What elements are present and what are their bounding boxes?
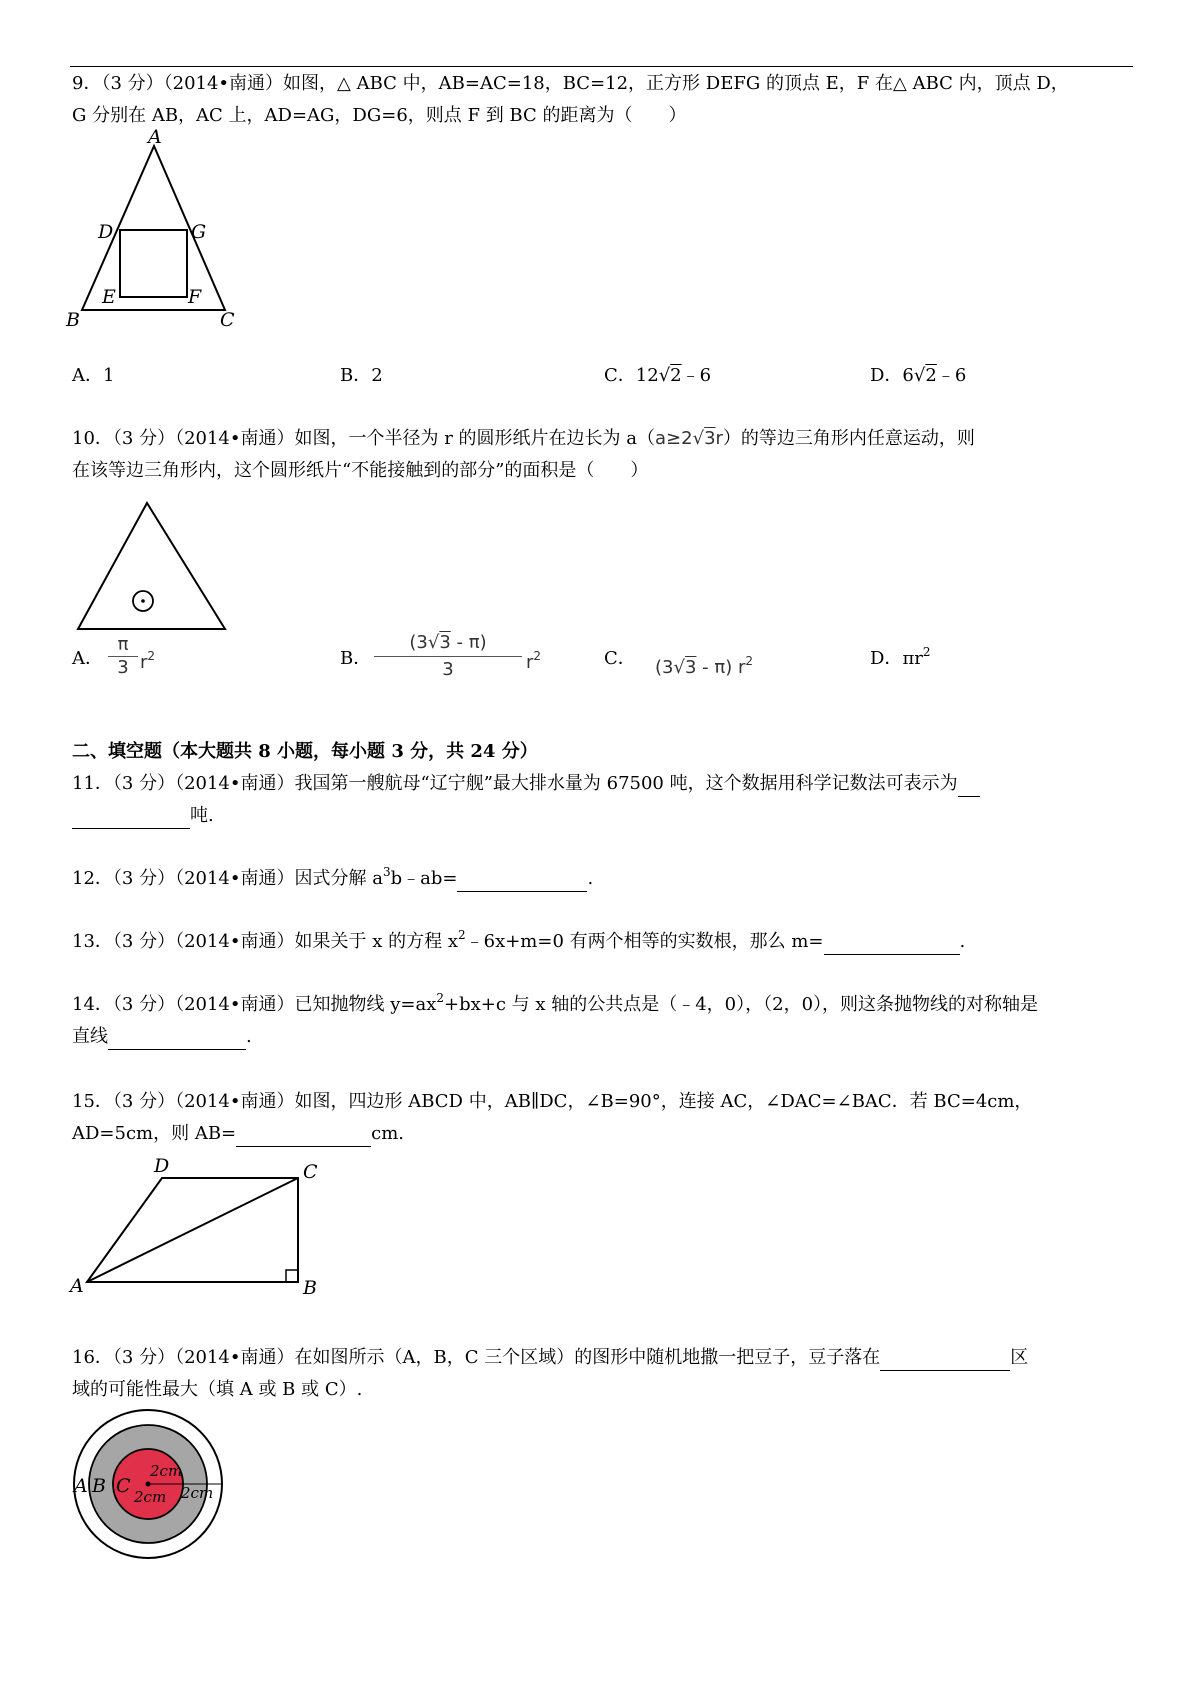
q15-label-a: A xyxy=(70,1275,84,1297)
q9-option-d-sqrt-sign: √ xyxy=(913,365,926,386)
q13-exp: 2 xyxy=(457,928,466,942)
q9-label-e: E xyxy=(102,286,116,308)
q10-option-b-label: B． xyxy=(340,648,372,669)
q10-option-b-exp: 2 xyxy=(533,649,542,663)
q10-text-post: ）的等边三角形内任意运动，则 xyxy=(722,428,975,449)
q9-label-c: C xyxy=(220,309,235,331)
q10-cond-r: r xyxy=(715,428,723,449)
q10-option-d-label: D． xyxy=(870,648,903,669)
q9-option-c-suffix: ﹣6 xyxy=(681,365,712,386)
q11-text-line1 xyxy=(72,772,980,797)
q11-text1: 11．（3 分）（2014•南通）我国第一艘航母“辽宁舰”最大排水量为 67500 吨，这个数据用科学记数法可表示为 xyxy=(72,773,958,794)
q10-option-a-numerator: π xyxy=(117,634,129,655)
q10-option-b-fraction xyxy=(374,630,522,683)
q9-label-f: F xyxy=(188,286,202,308)
q10-text-line2: 在该等边三角形内，这个圆形纸片“不能接触到的部分”的面积是（ ） xyxy=(72,460,649,481)
q16-label-c: C xyxy=(116,1475,131,1497)
q10-option-a-r: r xyxy=(140,652,148,673)
q15-diagonal-ac xyxy=(87,1178,298,1282)
section-2-heading: 二、填空题（本大题共 8 小题，每小题 3 分，共 24 分） xyxy=(72,741,538,762)
q15-quadrilateral-figure xyxy=(62,1152,332,1302)
q14-text-line2 xyxy=(72,1025,252,1050)
q13-answer-blank[interactable] xyxy=(824,930,960,955)
q10-option-d-exp: 2 xyxy=(922,645,931,659)
q10-cond-a: a xyxy=(655,428,667,449)
q9-option-d-suffix: ﹣6 xyxy=(936,365,967,386)
q9-option-c-sqrt-sign: √ xyxy=(658,365,671,386)
q14-post: +bx+c 与 x 轴的公共点是（﹣4，0），（2，0），则这条抛物线的对称轴是 xyxy=(444,994,1039,1015)
q9-label-a: A xyxy=(148,126,162,148)
q10-cond-radicand: 3 xyxy=(704,428,716,449)
q10-option-b-num-post: - π) xyxy=(450,632,487,653)
q10-option-a-fraction xyxy=(108,634,138,679)
q16-dim-label-2: 2cm xyxy=(134,1488,167,1506)
q12-exp: 3 xyxy=(382,865,391,879)
q15-text2-pre: AD=5cm，则 AB= xyxy=(72,1123,237,1144)
q15-answer-blank[interactable] xyxy=(236,1122,371,1147)
q9-option-b: B．2 xyxy=(340,365,383,386)
q10-option-c-pre: (3 xyxy=(655,657,674,678)
q11-blank-start xyxy=(958,772,980,797)
q16-dim-label-3: 2cm xyxy=(181,1484,214,1502)
q10-option-d-value: πr xyxy=(902,648,923,669)
q9-option-a: A．1 xyxy=(72,365,115,386)
q14-line2-prefix: 直线 xyxy=(72,1026,108,1047)
q10-option-b-num-rad: 3 xyxy=(439,632,451,653)
q13-end: . xyxy=(959,931,966,952)
q15-label-b: B xyxy=(303,1277,317,1299)
q9-option-d xyxy=(870,364,966,388)
q10-equilateral-figure xyxy=(70,497,230,635)
q14-end: . xyxy=(246,1026,252,1047)
q16-text-line1 xyxy=(72,1346,1028,1371)
q10-equilateral-triangle xyxy=(78,503,225,629)
q12-text xyxy=(72,867,593,892)
q9-option-d-radicand: 2 xyxy=(925,365,937,386)
q14-answer-blank[interactable] xyxy=(108,1025,246,1050)
q10-option-b-num-pre: (3 xyxy=(409,632,428,653)
q10-option-c-expr: (3√3 - π) $r^2$ xyxy=(655,654,753,678)
q9-label-g: G xyxy=(191,221,207,243)
q16-text-line2: 域的可能性最大（填 A 或 B 或 C）. xyxy=(72,1379,363,1400)
q9-option-c-radicand: 2 xyxy=(670,365,682,386)
q10-option-b-r: r xyxy=(526,652,534,673)
q10-option-d xyxy=(870,647,931,671)
q15-right-angle-mark xyxy=(286,1270,298,1282)
q10-option-a-tail xyxy=(140,649,156,674)
q10-option-b-denominator: 3 xyxy=(442,659,454,680)
q10-option-a-label: A． xyxy=(72,648,103,669)
q10-option-a-exp: 2 xyxy=(147,649,156,663)
q16-target-figure xyxy=(68,1405,298,1565)
q16-answer-blank[interactable] xyxy=(880,1346,1010,1371)
q11-text-line2 xyxy=(72,804,214,829)
q10-option-a-denominator: 3 xyxy=(117,657,129,678)
q9-option-c-prefix: C．12 xyxy=(604,365,659,386)
q16-text1-pre: 16．（3 分）（2014•南通）在如图所示（A，B，C 三个区域）的图形中随机地撒一把豆子，豆子落在 xyxy=(72,1347,881,1368)
q10-option-c-rad: 3 xyxy=(684,657,697,678)
q12-answer-blank[interactable] xyxy=(457,867,587,892)
q10-option-c-post: - π) r xyxy=(696,657,746,678)
q12-end: . xyxy=(587,868,594,889)
q13-post: ﹣6x+m=0 有两个相等的实数根，那么 m= xyxy=(465,931,824,952)
q11-answer-blank[interactable] xyxy=(72,804,190,829)
q16-dim-label-1: 2cm xyxy=(150,1462,183,1480)
q9-label-b: B xyxy=(66,309,80,331)
q9-text-line1: 9．（3 分）（2014•南通）如图，△ ABC 中，AB=AC=18，BC=12，正方形 DEFG 的顶点 E，F 在△ ABC 内，顶点 D， xyxy=(72,73,1069,94)
q9-option-c xyxy=(604,364,711,388)
q15-label-c: C xyxy=(303,1161,318,1183)
q12-post: b﹣ab= xyxy=(390,868,458,889)
q10-circle-center xyxy=(141,599,145,603)
q10-option-c-exp: 2 xyxy=(745,654,753,668)
q12-pre: 12．（3 分）（2014•南通）因式分解 a xyxy=(72,868,383,889)
q9-label-d: D xyxy=(98,221,114,243)
q15-label-d: D xyxy=(154,1155,170,1177)
q15-text-line2 xyxy=(72,1122,404,1147)
q11-text2: 吨. xyxy=(190,805,214,826)
q13-pre: 13．（3 分）（2014•南通）如果关于 x 的方程 x xyxy=(72,931,458,952)
q10-option-c-label: C． xyxy=(604,648,636,669)
q14-exp: 2 xyxy=(436,991,444,1005)
q10-text-pre: 10．（3 分）（2014•南通）如图，一个半径为 r 的圆形纸片在边长为 a（ xyxy=(72,428,656,449)
q14-pre: 14．（3 分）（2014•南通）已知抛物线 y=ax xyxy=(72,994,437,1015)
q10-condition: a≥2√3r xyxy=(655,428,723,449)
q16-label-b: B xyxy=(92,1475,106,1497)
q9-triangle-figure xyxy=(62,126,272,356)
q15-text-line1: 15．（3 分）（2014•南通）如图，四边形 ABCD 中，AB∥DC，∠B=90°，连接 AC，∠DAC=∠BAC．若 BC=4cm， xyxy=(72,1091,1033,1112)
header-rule xyxy=(70,66,1133,67)
q15-text2-post: cm. xyxy=(371,1123,405,1144)
q14-text-line1 xyxy=(72,993,1038,1017)
q9-square-defg xyxy=(120,230,187,297)
q16-label-a: A xyxy=(74,1475,88,1497)
q10-cond-ge: ≥2 xyxy=(666,428,693,449)
q10-text-line1 xyxy=(72,427,975,451)
q10-option-b-tail xyxy=(526,649,542,674)
q9-text-line2: G 分别在 AB，AC 上，AD=AG，DG=6，则点 F 到 BC 的距离为（ ） xyxy=(72,105,687,126)
q10-option-b-numerator: (3√3 - π) xyxy=(409,632,487,653)
q16-text1-post: 区 xyxy=(1010,1347,1029,1368)
q13-text xyxy=(72,930,965,955)
q9-option-d-prefix: D．6 xyxy=(870,365,914,386)
